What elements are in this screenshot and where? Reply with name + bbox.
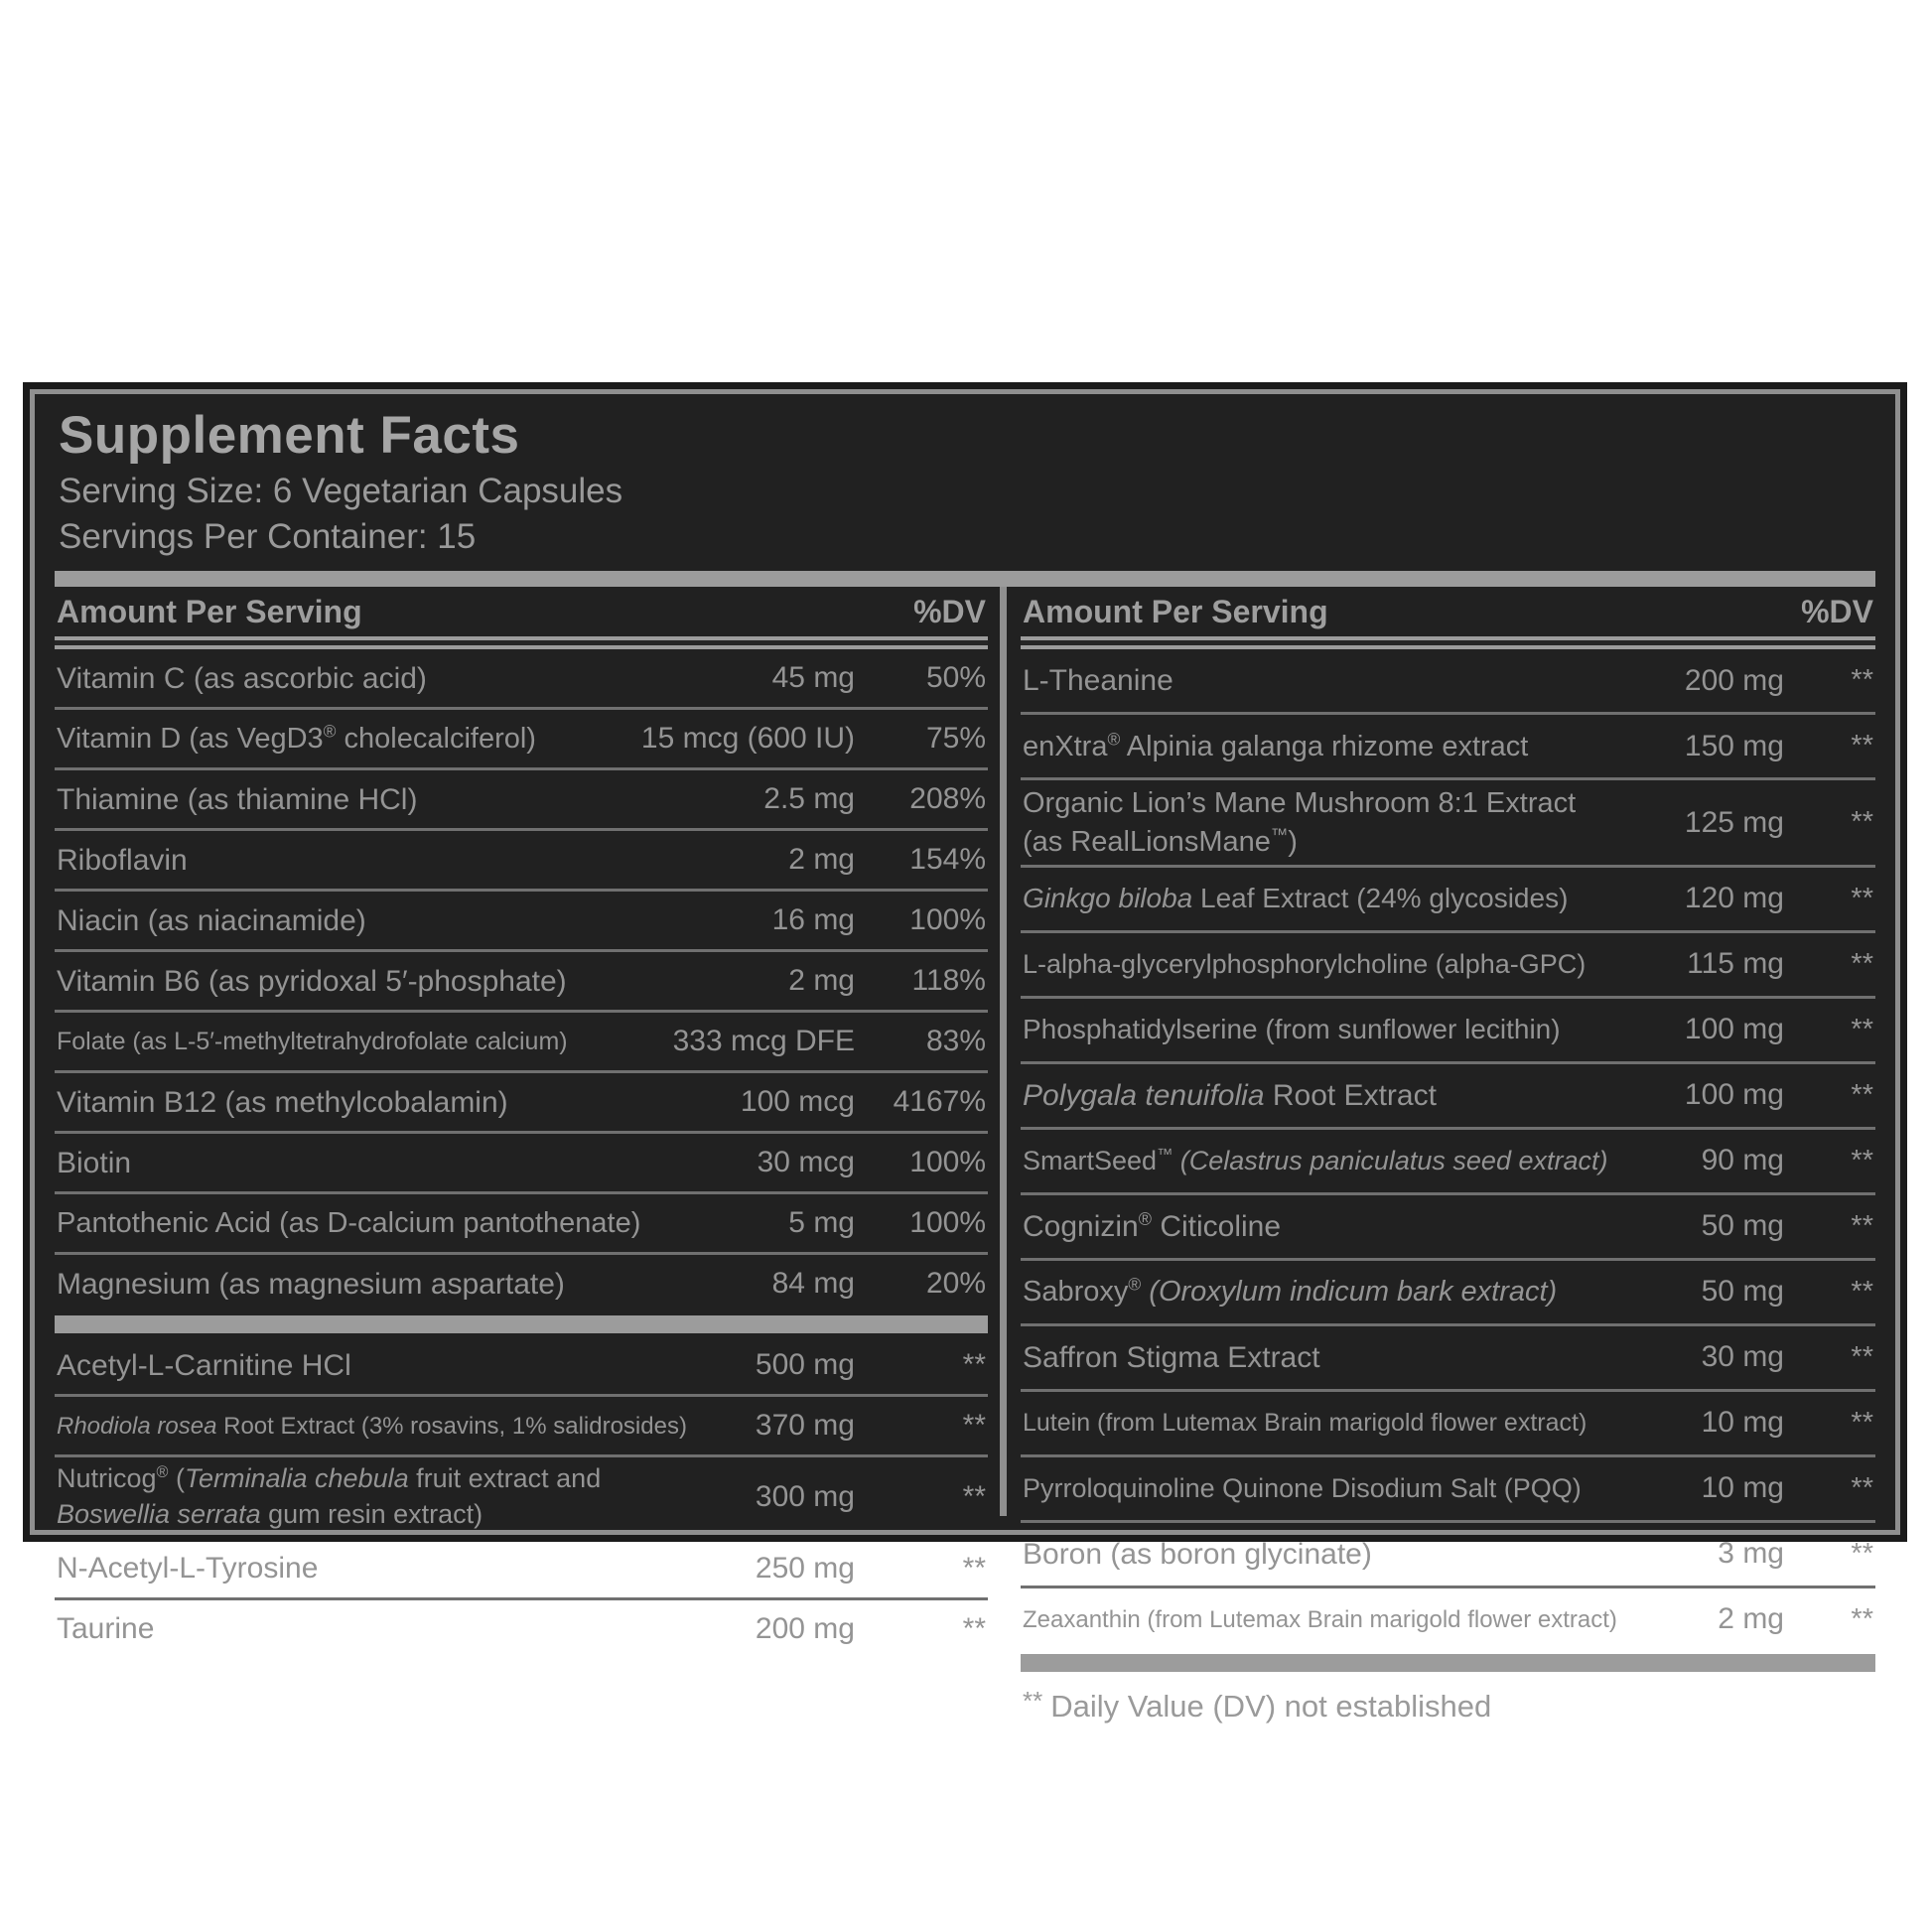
ingredient-amount: 300 mg [755, 1479, 855, 1513]
ingredient-name: Riboflavin [57, 843, 188, 877]
left-column [55, 587, 1000, 1645]
ingredient-dv: 50% [925, 661, 986, 695]
table-row [1021, 1192, 1875, 1258]
right-column [1007, 587, 1875, 1724]
ingredient-dv: ** [962, 1479, 986, 1513]
ingredient-name: Zeaxanthin (from Lutemax Brain marigold flower extract) [1023, 1605, 1617, 1633]
ingredient-amount: 200 mg [755, 1611, 855, 1645]
table-row [55, 1394, 988, 1454]
ingredient-amount: 3 mg [1718, 1537, 1784, 1571]
table-row [55, 1191, 988, 1252]
ingredient-dv: ** [1851, 882, 1873, 914]
ingredient-dv: 208% [909, 782, 986, 816]
ingredient-dv: ** [1851, 947, 1873, 980]
ingredient-name: Biotin [57, 1146, 132, 1179]
ingredient-amount: 30 mcg [757, 1146, 855, 1179]
table-row [55, 649, 988, 707]
ingredient-amount: 50 mg [1701, 1275, 1784, 1309]
ingredient-amount: 120 mg [1684, 882, 1784, 915]
ingredient-dv: 20% [925, 1267, 986, 1301]
ingredient-name: Niacin (as niacinamide) [57, 903, 366, 937]
header-underline-bar [1021, 636, 1875, 649]
dv-header: %DV [1801, 593, 1873, 629]
ingredient-amount: 45 mg [771, 661, 855, 695]
table-row [1021, 996, 1875, 1061]
footnote-text: Daily Value (DV) not established [1050, 1688, 1492, 1724]
table-row [1021, 1586, 1875, 1651]
ingredient-amount: 2 mg [788, 843, 855, 877]
ingredient-amount: 16 mg [771, 903, 855, 937]
table-row [1021, 777, 1875, 865]
ingredient-amount: 333 mcg DFE [672, 1025, 855, 1058]
ingredient-name: enXtra® Alpinia galanga rhizome extract [1023, 729, 1529, 762]
ingredient-dv: ** [1851, 1602, 1873, 1635]
table-row [55, 1070, 988, 1131]
column-header-left [55, 587, 988, 636]
ingredient-name: Boron (as boron glycinate) [1023, 1537, 1372, 1571]
ingredient-amount: 15 mcg (600 IU) [640, 722, 855, 756]
ingredient-dv: 100% [909, 903, 986, 937]
column-header-right [1021, 587, 1875, 636]
table-row [55, 889, 988, 949]
panel-title: Supplement Facts [59, 406, 520, 465]
ingredient-name: Vitamin B6 (as pyridoxal 5′-phosphate) [57, 964, 567, 998]
ingredient-name: Ginkgo biloba Leaf Extract (24% glycosides) [1023, 882, 1569, 913]
ingredient-amount: 10 mg [1701, 1471, 1784, 1505]
ingredient-name: N-Acetyl-L-Tyrosine [57, 1551, 319, 1585]
table-row [55, 1454, 988, 1536]
ingredient-amount: 200 mg [1684, 663, 1784, 697]
ingredient-dv: ** [962, 1611, 986, 1645]
ingredient-amount: 5 mg [788, 1206, 855, 1240]
table-row [1021, 1258, 1875, 1323]
table-row [55, 767, 988, 828]
table-row [55, 1336, 988, 1394]
ingredient-amount: 84 mg [771, 1267, 855, 1301]
table-row [1021, 1127, 1875, 1192]
section-separator-bar [1021, 1654, 1875, 1672]
supplement-facts-panel [30, 389, 1900, 1724]
ingredient-dv: ** [1851, 1406, 1873, 1439]
ingredient-amount: 370 mg [755, 1409, 855, 1443]
header-underline-bar [55, 636, 988, 649]
ingredient-name: Folate (as L-5′-methyltetrahydrofolate calcium) [57, 1027, 568, 1055]
ingredient-dv: ** [962, 1409, 986, 1443]
ingredient-amount: 500 mg [755, 1348, 855, 1382]
ingredient-amount: 100 mg [1684, 1078, 1784, 1112]
dv-header: %DV [913, 593, 986, 629]
ingredient-dv: ** [1851, 1078, 1873, 1111]
ingredient-dv: ** [1851, 806, 1873, 839]
ingredient-name: L-Theanine [1023, 664, 1173, 698]
footnote-marker: ** [1023, 1685, 1043, 1716]
table-row [55, 1010, 988, 1070]
ingredient-dv: ** [962, 1551, 986, 1585]
ingredient-dv: ** [1851, 1537, 1873, 1570]
table-row [1021, 1454, 1875, 1520]
table-row [55, 1252, 988, 1312]
ingredient-dv: ** [1851, 664, 1873, 697]
amount-per-serving-header: Amount Per Serving [57, 593, 362, 629]
ingredient-name: Polygala tenuifolia Root Extract [1023, 1078, 1437, 1112]
ingredient-name: Pantothenic Acid (as D-calcium pantothenate) [57, 1207, 641, 1240]
serving-size: Serving Size: 6 Vegetarian Capsules [59, 472, 623, 511]
ingredient-dv: ** [1851, 730, 1873, 762]
ingredient-name: Lutein (from Lutemax Brain marigold flower extract) [1023, 1408, 1587, 1437]
ingredient-amount: 2 mg [1718, 1602, 1784, 1636]
table-row [1021, 1389, 1875, 1454]
servings-per-container: Servings Per Container: 15 [59, 517, 477, 557]
ingredient-amount: 100 mcg [740, 1085, 855, 1119]
table-row [1021, 1520, 1875, 1586]
ingredient-name: Nutricog® (Terminalia chebula fruit extract and Boswellia serrata gum resin extract) [57, 1463, 602, 1529]
ingredient-rows-right [1021, 649, 1875, 1675]
header-separator-bar [55, 571, 1875, 587]
ingredient-name: L-alpha-glycerylphosphorylcholine (alpha-GPC) [1023, 948, 1587, 979]
ingredient-amount: 125 mg [1684, 805, 1784, 839]
ingredient-dv: ** [1851, 1013, 1873, 1045]
table-row [55, 1597, 988, 1658]
ingredient-dv: ** [1851, 1209, 1873, 1242]
ingredient-amount: 2.5 mg [763, 782, 855, 816]
ingredient-dv: ** [1851, 1275, 1873, 1308]
ingredient-dv: ** [1851, 1144, 1873, 1176]
table-row [1021, 865, 1875, 930]
table-row [1021, 930, 1875, 996]
ingredient-name: Pyrroloquinoline Quinone Disodium Salt (PQQ) [1023, 1472, 1582, 1503]
table-row [55, 707, 988, 767]
column-divider [1000, 587, 1007, 1516]
ingredient-dv: 75% [925, 722, 986, 756]
ingredient-dv: 83% [925, 1025, 986, 1058]
ingredient-amount: 10 mg [1701, 1406, 1784, 1440]
amount-per-serving-header: Amount Per Serving [1023, 593, 1328, 629]
ingredient-amount: 2 mg [788, 964, 855, 998]
ingredient-dv: 4167% [893, 1085, 986, 1119]
ingredient-dv: 100% [909, 1146, 986, 1179]
ingredient-amount: 90 mg [1701, 1144, 1784, 1177]
ingredient-amount: 250 mg [755, 1551, 855, 1585]
ingredient-name: Magnesium (as magnesium aspartate) [57, 1267, 565, 1301]
ingredient-name: Acetyl-L-Carnitine HCl [57, 1348, 351, 1382]
ingredient-name: Vitamin B12 (as methylcobalamin) [57, 1085, 508, 1119]
table-row [1021, 1323, 1875, 1389]
ingredient-name: Vitamin C (as ascorbic acid) [57, 661, 427, 695]
ingredient-dv: ** [962, 1348, 986, 1382]
ingredient-dv: ** [1851, 1471, 1873, 1504]
ingredient-name: SmartSeed™ (Celastrus paniculatus seed extract) [1023, 1145, 1608, 1175]
ingredient-name: Taurine [57, 1611, 155, 1645]
ingredient-amount: 50 mg [1701, 1209, 1784, 1243]
table-row [1021, 712, 1875, 777]
ingredient-name: Rhodiola rosea Root Extract (3% rosavins, 1% salidrosides) [57, 1412, 687, 1440]
ingredient-amount: 100 mg [1684, 1013, 1784, 1046]
ingredient-amount: 30 mg [1701, 1340, 1784, 1374]
table-row [1021, 1061, 1875, 1127]
ingredient-dv: 154% [909, 843, 986, 877]
columns-area [55, 587, 1875, 1724]
ingredient-rows-left [55, 649, 988, 1657]
ingredient-name: Thiamine (as thiamine HCl) [57, 782, 418, 816]
ingredient-name: Cognizin® Citicoline [1023, 1208, 1282, 1243]
ingredient-name: Sabroxy® (Oroxylum indicum bark extract) [1023, 1274, 1558, 1309]
table-row [1021, 649, 1875, 712]
section-separator-bar [55, 1315, 988, 1333]
table-row [55, 1537, 988, 1597]
ingredient-amount: 150 mg [1684, 729, 1784, 762]
ingredient-name: Vitamin D (as VegD3® cholecalciferol) [57, 721, 536, 756]
table-row [55, 949, 988, 1010]
table-row [55, 1131, 988, 1191]
dv-footnote [1021, 1685, 1875, 1725]
ingredient-dv: 100% [909, 1206, 986, 1240]
ingredient-dv: 118% [911, 964, 986, 998]
ingredient-dv: ** [1851, 1340, 1873, 1373]
table-row [55, 828, 988, 889]
ingredient-name: Organic Lion’s Mane Mushroom 8:1 Extract (as RealLionsMane™) [1023, 787, 1577, 858]
ingredient-name: Saffron Stigma Extract [1023, 1340, 1320, 1374]
ingredient-name: Phosphatidylserine (from sunflower lecithin) [1023, 1013, 1561, 1044]
ingredient-amount: 115 mg [1687, 947, 1784, 981]
